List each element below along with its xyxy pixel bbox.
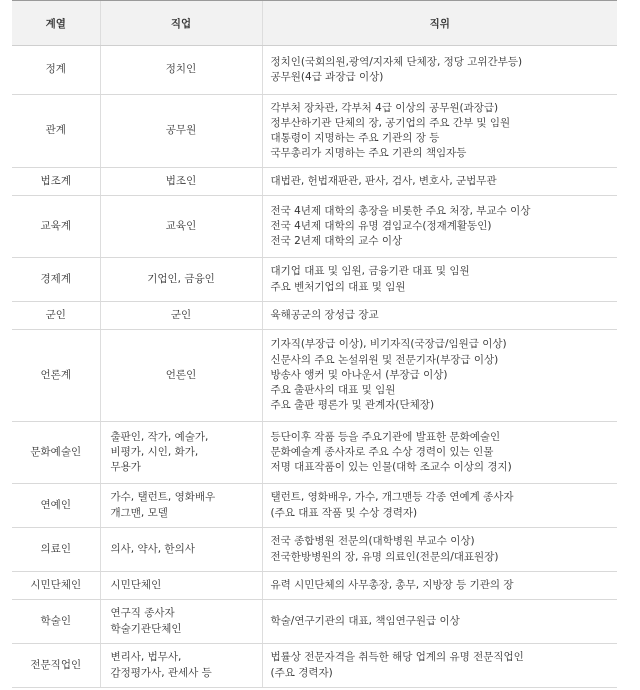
job-line: 정치인 xyxy=(165,63,197,76)
job-line: 군인 xyxy=(170,308,192,321)
table-row xyxy=(12,422,617,484)
position-line: 주요 벤처기업의 대표 및 임원 xyxy=(270,280,406,293)
cell-position xyxy=(262,572,617,600)
cell-position xyxy=(262,258,617,302)
position-line: 대통령이 지명하는 주요 기관의 장 등 xyxy=(270,132,440,144)
cell-job xyxy=(100,644,262,688)
cell-category: 정계 xyxy=(12,46,100,95)
cell-position xyxy=(262,95,617,168)
cell-job xyxy=(100,330,262,422)
table-row xyxy=(12,46,617,95)
cell-position xyxy=(262,484,617,528)
cell-job xyxy=(100,258,262,302)
table-row xyxy=(12,528,617,572)
cell-job xyxy=(100,484,262,528)
position-line: 육해공군의 장성급 장교 xyxy=(270,308,379,321)
position-line: 전국한방병원의 장, 유명 의료인(전문의/대표원장) xyxy=(270,550,499,563)
cell-category: 학술인 xyxy=(12,600,100,644)
position-line: 유력 시민단체의 사무총장, 총무, 지방장 등 기관의 장 xyxy=(270,578,514,591)
position-line: 전국 4년제 대학의 총장을 비롯한 주요 처장, 부교수 이상 xyxy=(270,204,531,217)
position-line: 신문사의 주요 논설위원 및 전문기자(부장급 이상) xyxy=(270,353,499,366)
position-line: 대기업 대표 및 임원, 금융기관 대표 및 임원 xyxy=(270,265,470,278)
cell-position xyxy=(262,196,617,258)
table-row xyxy=(12,484,617,528)
position-line: (주요 경력자) xyxy=(270,666,333,679)
table-header xyxy=(12,1,617,46)
position-line: 정부산하기관 단체의 장, 공기업의 주요 간부 및 임원 xyxy=(270,116,511,129)
job-line: 변리사, 법무사, xyxy=(110,651,182,664)
job-line: 개그맨, 모델 xyxy=(110,506,168,519)
table-row xyxy=(12,168,617,196)
cell-category: 언론계 xyxy=(12,330,100,422)
table-row xyxy=(12,302,617,330)
cell-category: 시민단체인 xyxy=(12,572,100,600)
cell-category: 의료인 xyxy=(12,528,100,572)
table-row xyxy=(12,330,617,422)
cell-position xyxy=(262,46,617,95)
job-line: 무용가 xyxy=(110,461,141,474)
job-line: 교육인 xyxy=(165,219,197,232)
cell-category: 경제계 xyxy=(12,258,100,302)
cell-position xyxy=(262,600,617,644)
cell-job xyxy=(100,422,262,484)
cell-job xyxy=(100,46,262,95)
table-row xyxy=(12,572,617,600)
cell-position xyxy=(262,302,617,330)
table-row xyxy=(12,196,617,258)
job-line: 출판인, 작가, 예술가, xyxy=(110,430,209,443)
position-line: 주요 출판 평론가 및 관계자(단체장) xyxy=(270,399,435,412)
cell-category: 전문직업인 xyxy=(12,644,100,688)
cell-category: 교육계 xyxy=(12,196,100,258)
job-line: 시민단체인 xyxy=(110,578,162,591)
cell-category: 연예인 xyxy=(12,484,100,528)
table-body xyxy=(12,46,617,688)
occupation-table xyxy=(12,0,617,688)
job-line: 감정평가사, 관세사 등 xyxy=(110,666,212,679)
header-position: 직위 xyxy=(262,1,617,46)
job-line: 언론인 xyxy=(165,368,197,381)
cell-position xyxy=(262,168,617,196)
cell-category: 관계 xyxy=(12,95,100,168)
position-line: 대법관, 헌법재판관, 판사, 검사, 변호사, 군법무관 xyxy=(270,174,497,187)
position-line: 주요 출판사의 대표 및 임원 xyxy=(270,384,396,397)
cell-job xyxy=(100,302,262,330)
table-row xyxy=(12,95,617,168)
position-line: 법률상 전문자격을 취득한 해당 업계의 유명 전문직업인 xyxy=(270,651,524,664)
position-line: (주요 대표 작품 및 수상 경력자) xyxy=(270,506,418,519)
job-line: 기업인, 금융인 xyxy=(147,272,215,285)
job-line: 가수, 탤런트, 영화배우 xyxy=(110,491,216,504)
position-line: 각부처 장차관, 각부처 4급 이상의 공무원(과장급) xyxy=(270,101,499,114)
job-line: 공무원 xyxy=(165,124,197,137)
position-line: 방송사 앵커 및 아나운서 (부장급 이상) xyxy=(270,368,448,381)
job-line: 법조인 xyxy=(165,174,197,187)
cell-position xyxy=(262,644,617,688)
cell-job xyxy=(100,196,262,258)
job-line: 학술기관단체인 xyxy=(110,622,182,635)
cell-position xyxy=(262,330,617,422)
cell-job xyxy=(100,572,262,600)
table-row xyxy=(12,600,617,644)
position-line: 등단이후 작품 등을 주요기관에 발표한 문화예술인 xyxy=(270,430,501,443)
job-line: 비평가, 시인, 화가, xyxy=(110,445,199,458)
position-line: 전국 2년제 대학의 교수 이상 xyxy=(270,235,403,248)
position-line: 국무총리가 지명하는 주요 기관의 책임자등 xyxy=(270,147,467,160)
cell-position xyxy=(262,528,617,572)
table-row xyxy=(12,258,617,302)
cell-position xyxy=(262,422,617,484)
cell-category: 문화예술인 xyxy=(12,422,100,484)
cell-job xyxy=(100,168,262,196)
position-line: 저명 대표작품이 있는 인물(대학 조교수 이상의 경지) xyxy=(270,461,512,474)
job-line: 의사, 약사, 한의사 xyxy=(110,542,195,555)
table-row xyxy=(12,644,617,688)
position-line: 전국 4년제 대학의 유명 겸임교수(정재계활동인) xyxy=(270,219,492,232)
position-line: 학술/연구기관의 대표, 책임연구원급 이상 xyxy=(270,614,460,627)
header-category: 계열 xyxy=(12,1,100,46)
header-job: 직업 xyxy=(100,1,262,46)
cell-category: 법조계 xyxy=(12,168,100,196)
cell-job xyxy=(100,95,262,168)
cell-job xyxy=(100,600,262,644)
position-line: 정치인(국회의원,광역/지자체 단체장, 정당 고위간부등) xyxy=(270,55,523,68)
position-line: 탤런트, 영화배우, 가수, 개그맨등 각종 연예계 종사자 xyxy=(270,491,514,504)
cell-category: 군인 xyxy=(12,302,100,330)
cell-job xyxy=(100,528,262,572)
job-line: 연구직 종사자 xyxy=(110,607,175,620)
position-line: 문화예술계 종사자로 주요 수상 경력이 있는 인물 xyxy=(270,445,494,458)
position-line: 전국 종합병원 전문의(대학병원 부교수 이상) xyxy=(270,535,475,548)
position-line: 공무원(4급 과장급 이상) xyxy=(270,71,384,83)
position-line: 기자직(부장급 이상), 비기자직(국장급/임원급 이상) xyxy=(270,338,507,351)
